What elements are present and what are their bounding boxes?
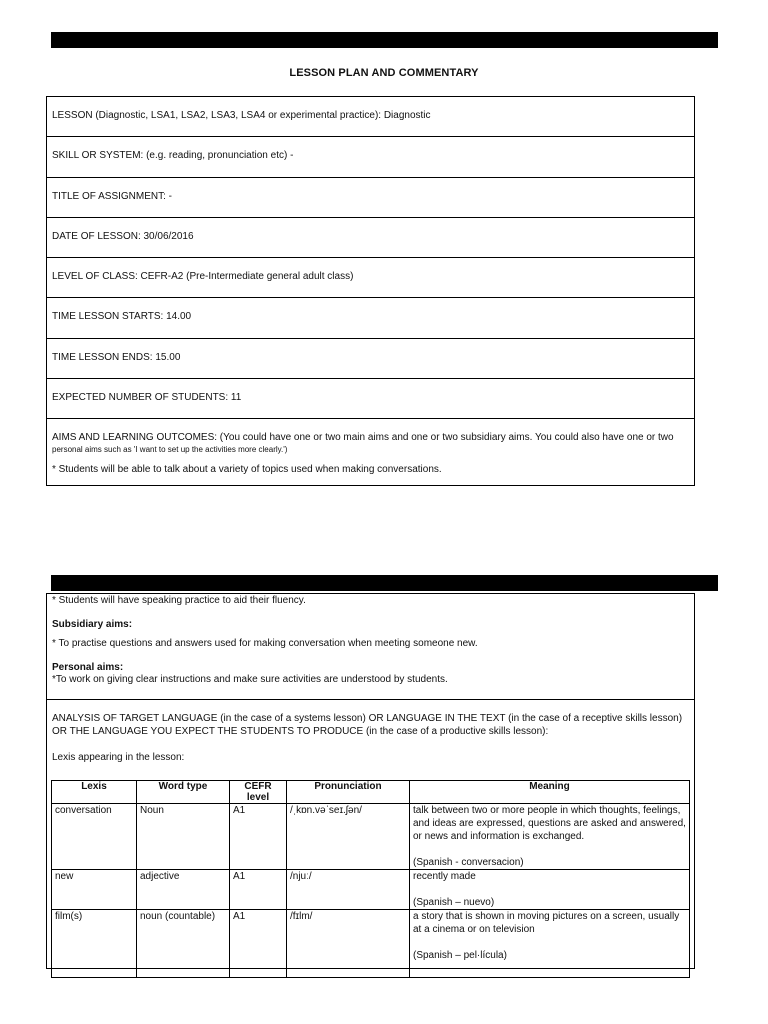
aims-heading-text: AIMS AND LEARNING OUTCOMES: (You could have one or two main aims and one or two subsidiary aims. You could also have one or two [52,432,674,444]
students-row [47,379,694,419]
title-of-assignment-text: TITLE OF ASSIGNMENT: - [52,190,173,202]
meaning-definition: talk between two or more people in which thoughts, feelings, and ideas are expressed, questions are asked and answered, or news and information is exchanged. [413,805,686,842]
header-pronunciation: Pronunciation [287,781,410,804]
personal-aim-1: *To work on giving clear instructions and make sure activities are understood by students. [52,674,448,685]
lesson-text: LESSON (Diagnostic, LSA1, LSA2, LSA3, LSA4 or experimental practice): Diagnostic [52,110,431,121]
cell-meaning [410,910,690,978]
cell-word-type: adjective [137,870,230,910]
header-lexis: Lexis [52,781,137,804]
header-meaning: Meaning [410,781,690,804]
lesson-info-box [46,96,695,486]
cell-cefr: A1 [230,910,287,978]
continued-box [46,593,695,969]
aims-heading-cont [52,444,694,455]
cell-pronunciation: /fɪlm/ [287,910,410,978]
time-start-text: TIME LESSON STARTS: 14.00 [52,311,192,323]
aim-1: * Students will be able to talk about a variety of topics used when making conversations. [52,464,442,476]
aims-continued-section [47,594,694,700]
lexis-table-header-row [52,781,690,804]
cell-word-type: Noun [137,804,230,870]
cell-word-type: noun (countable) [137,910,230,978]
aim-2: * Students will have speaking practice to aid their fluency. [52,595,306,606]
header-cefr: CEFR level [230,781,287,804]
meaning-translation: (Spanish – nuevo) [413,897,495,908]
cell-lexis: new [52,870,137,910]
analysis-line-2: OR THE LANGUAGE YOU EXPECT THE STUDENTS TO PRODUCE (in the case of a productive skills lesson): [52,726,549,737]
lesson-row [47,97,694,137]
header-word-type: Word type [137,781,230,804]
header-black-bar [51,32,718,48]
level-text: LEVEL OF CLASS: CEFR-A2 (Pre-Intermediate general adult class) [52,271,354,283]
cell-pronunciation: /ˌkɒn.vəˈseɪ.ʃən/ [287,804,410,870]
cell-cefr: A1 [230,804,287,870]
analysis-line-1: ANALYSIS OF TARGET LANGUAGE (in the case of a systems lesson) OR LANGUAGE IN THE TEXT (in the case of a receptive skills lesson) [52,713,683,724]
aims-row [47,419,694,485]
date-text: DATE OF LESSON: 30/06/2016 [52,230,194,242]
section-black-bar [51,575,718,591]
aims-heading [52,432,694,443]
meaning-translation: (Spanish – pel·lícula) [413,950,507,961]
table-row [52,870,690,910]
meaning-definition: recently made [413,871,476,882]
analysis-section [47,700,694,764]
cell-lexis: conversation [52,804,137,870]
cell-lexis: film(s) [52,910,137,978]
subsidiary-heading: Subsidiary aims: [52,619,133,630]
meaning-translation: (Spanish - conversacion) [413,857,524,868]
time-start-row [47,298,694,338]
lexis-intro: Lexis appearing in the lesson: [52,752,185,763]
table-row [52,910,690,978]
level-row [47,258,694,298]
lexis-table [51,780,690,978]
skill-row [47,137,694,177]
aims-heading-cont-text: personal aims such as 'I want to set up the activities more clearly.') [52,445,288,455]
meaning-definition: a story that is shown in moving pictures on a screen, usually at a cinema or on television [413,911,680,935]
cell-pronunciation: /njuː/ [287,870,410,910]
time-end-row [47,339,694,379]
skill-text: SKILL OR SYSTEM: (e.g. reading, pronunciation etc) - [52,150,294,162]
cell-meaning [410,804,690,870]
time-end-text: TIME LESSON ENDS: 15.00 [52,351,181,363]
students-text: EXPECTED NUMBER OF STUDENTS: 11 [52,392,242,404]
subsidiary-aim-1: * To practise questions and answers used for making conversation when meeting someone new. [52,638,478,649]
cell-cefr: A1 [230,870,287,910]
page-title: LESSON PLAN AND COMMENTARY [289,67,479,79]
table-row [52,804,690,870]
title-of-assignment-row [47,178,694,218]
cell-meaning [410,870,690,910]
personal-heading: Personal aims: [52,662,124,673]
date-row [47,218,694,258]
